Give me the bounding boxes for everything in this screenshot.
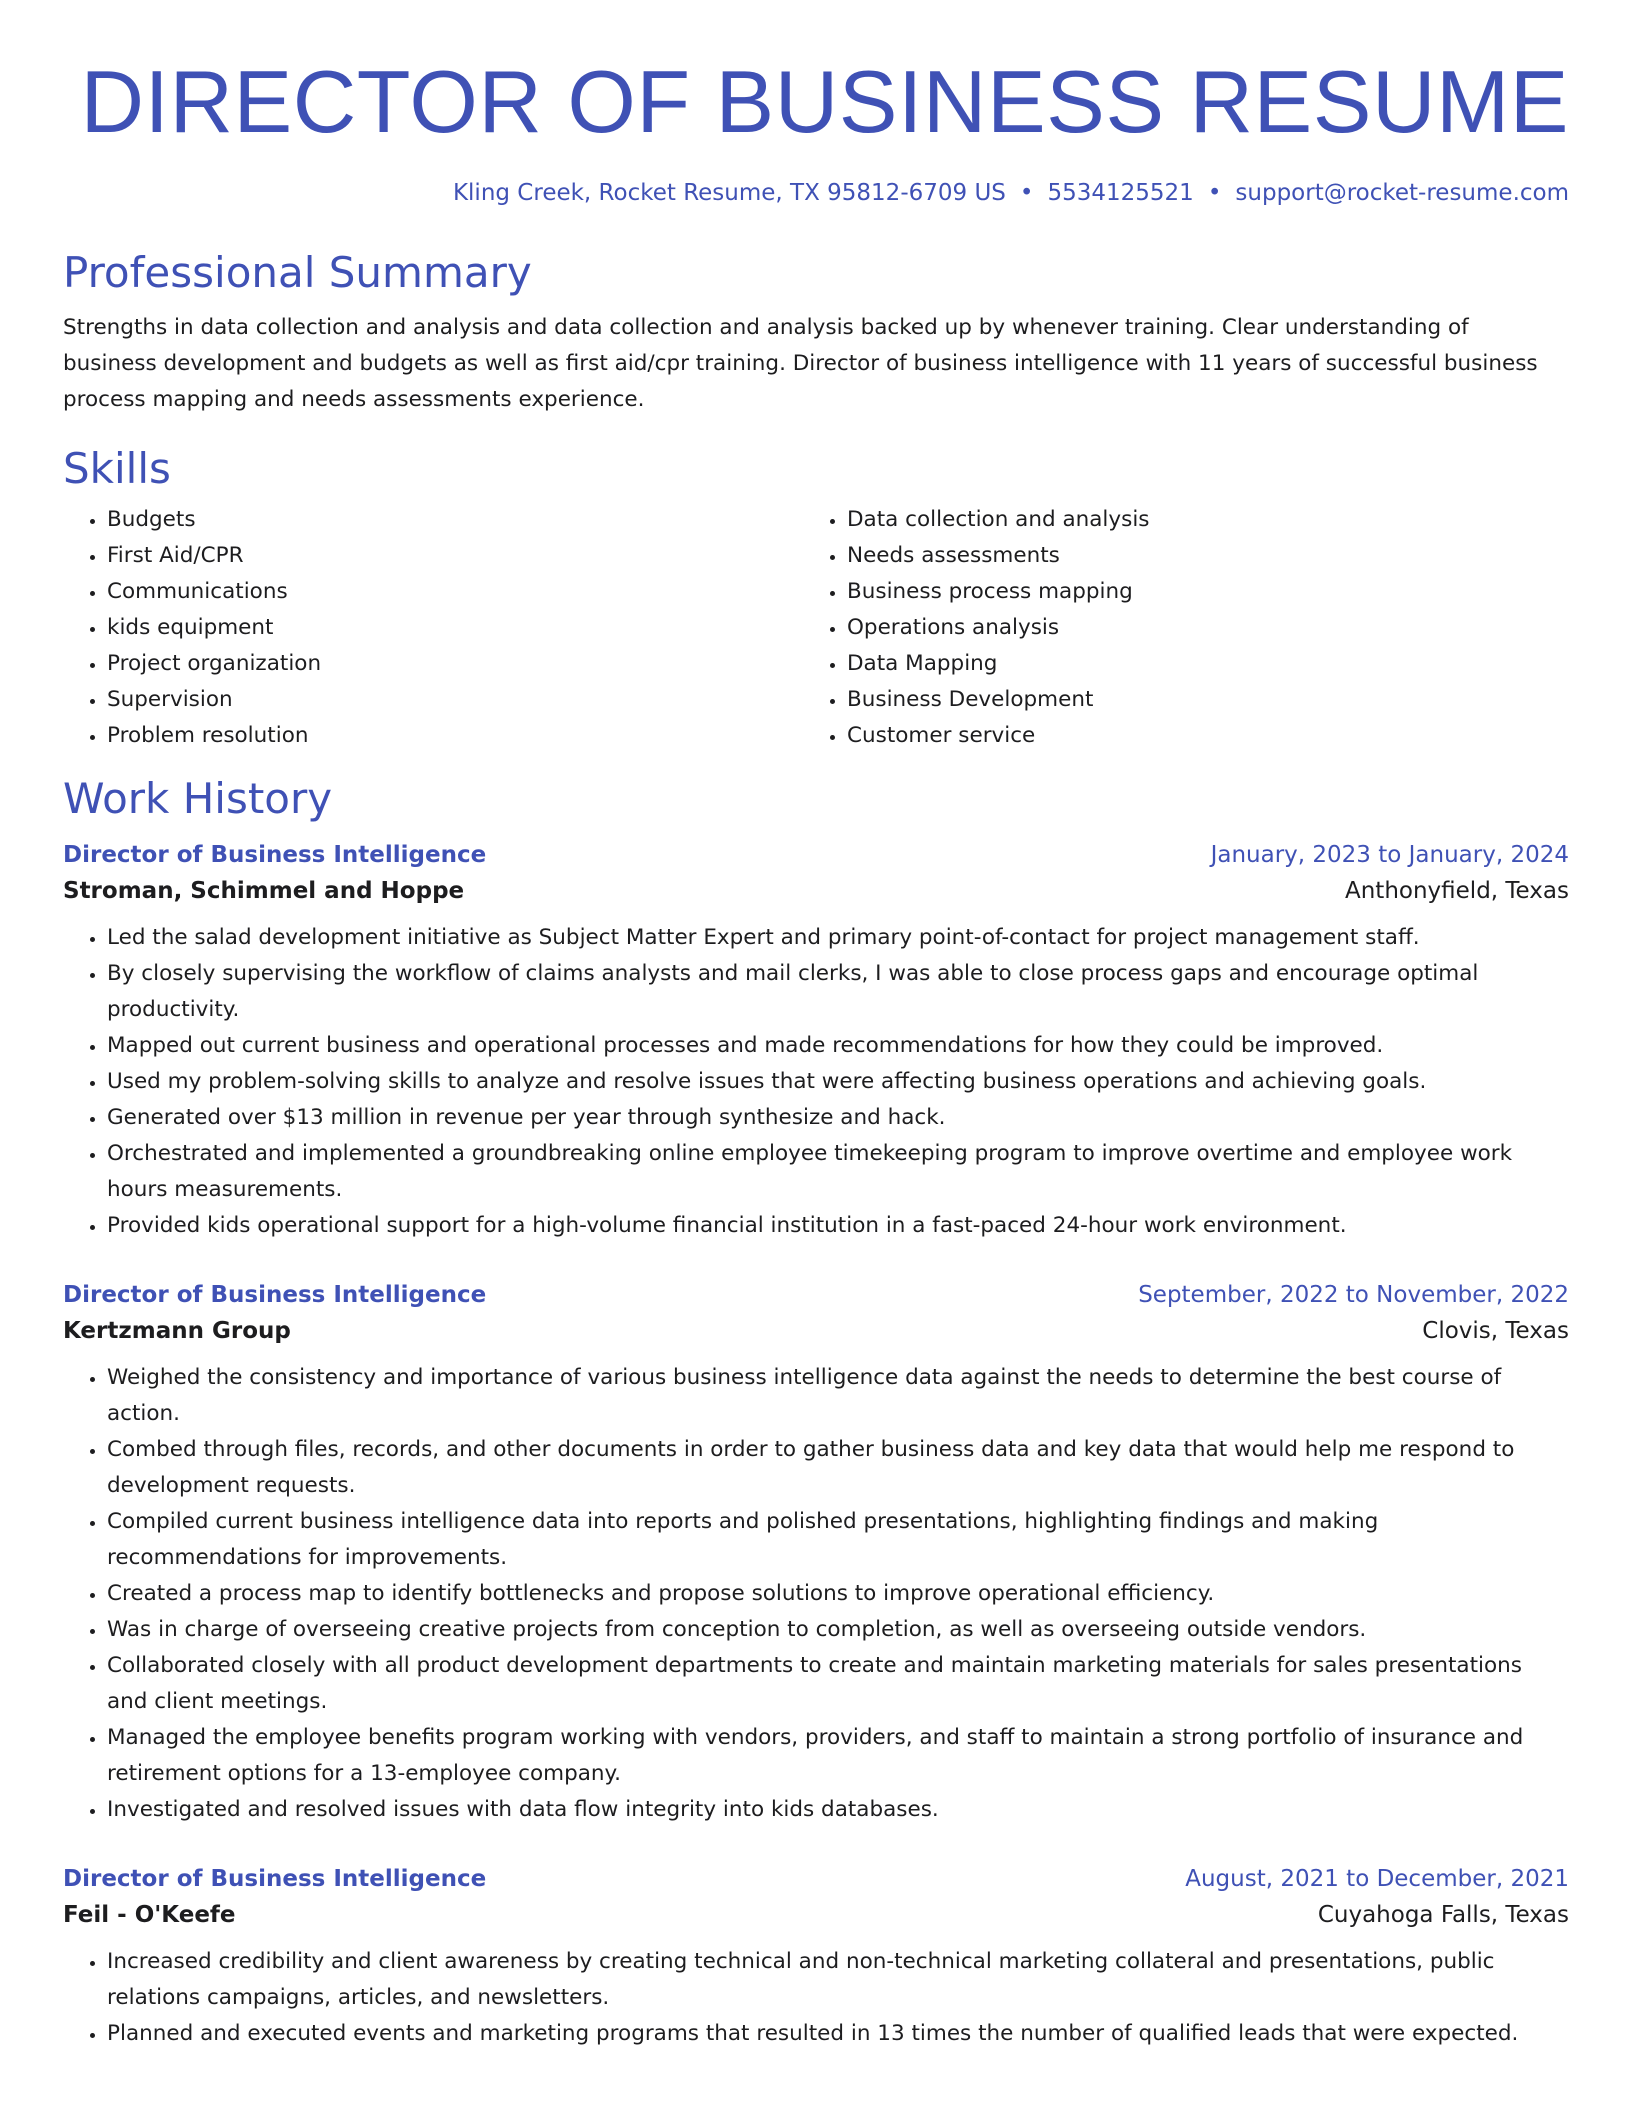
job-entry xyxy=(63,1862,1569,2052)
skill-item: • Operations analysis xyxy=(847,610,1543,646)
job-bullet: • Used my problem-solving skills to analyze and resolve issues that were affecting business operations and achieving goals. xyxy=(107,1064,1569,1100)
job-bullet: • Weighed the consistency and importance of various business intelligence data against the needs to determine the best course of action. xyxy=(107,1360,1569,1432)
job-role: Director of Business Intelligence xyxy=(63,1282,487,1308)
job-entry xyxy=(63,838,1569,1244)
skill-item: • Budgets xyxy=(107,502,803,538)
contact-email[interactable]: support@rocket-resume.com xyxy=(1235,180,1569,206)
job-bullets xyxy=(63,1944,1569,2052)
skills-heading: Skills xyxy=(63,444,171,493)
job-bullet: • Was in charge of overseeing creative projects from conception to completion, as well as overseeing outside vendors. xyxy=(107,1612,1569,1648)
skills-list xyxy=(63,502,1569,754)
job-location: Cuyahoga Falls, Texas xyxy=(1317,1902,1569,1928)
skill-item: • Data collection and analysis xyxy=(847,502,1543,538)
skill-item: • Communications xyxy=(107,574,803,610)
job-dates: August, 2021 to December, 2021 xyxy=(1185,1866,1569,1892)
summary-text: Strengths in data collection and analysis and data collection and analysis backed up by whenever training. Clear understanding of business development and budgets as well as first aid/cpr training. Director of business intelligence with 11 years of successful business process mapping and needs assessments experience. xyxy=(63,315,1538,412)
skill-item: • Business Development xyxy=(847,682,1543,718)
job-bullets xyxy=(63,1360,1569,1828)
job-dates: September, 2022 to November, 2022 xyxy=(1138,1282,1569,1308)
resume-name: DIRECTOR OF BUSINESS RESUME xyxy=(80,52,1569,151)
skills-column-right xyxy=(803,502,1543,754)
job-bullet: • Orchestrated and implemented a groundbreaking online employee timekeeping program to improve overtime and employee work hours measurements. xyxy=(107,1136,1569,1208)
job-bullet: • Compiled current business intelligence data into reports and polished presentations, highlighting findings and making recommendations for improvements. xyxy=(107,1504,1569,1576)
skill-item: • Needs assessments xyxy=(847,538,1543,574)
skill-item: • Project organization xyxy=(107,646,803,682)
job-role: Director of Business Intelligence xyxy=(63,842,487,868)
job-bullet: • Created a process map to identify bottlenecks and propose solutions to improve operational efficiency. xyxy=(107,1576,1569,1612)
job-role: Director of Business Intelligence xyxy=(63,1866,487,1892)
job-bullet: • Mapped out current business and operational processes and made recommendations for how they could be improved. xyxy=(107,1028,1569,1064)
work-history-heading: Work History xyxy=(63,774,333,823)
job-company: Kertzmann Group xyxy=(63,1318,291,1344)
skill-item: • Data Mapping xyxy=(847,646,1543,682)
summary-heading: Professional Summary xyxy=(63,248,532,297)
job-bullet: • Combed through files, records, and other documents in order to gather business data and key data that would help me respond to development requests. xyxy=(107,1432,1569,1504)
contact-separator: • xyxy=(1019,180,1034,206)
contact-phone[interactable]: 5534125521 xyxy=(1047,180,1194,206)
job-company: Stroman, Schimmel and Hoppe xyxy=(63,878,465,904)
job-location: Clovis, Texas xyxy=(1422,1318,1569,1344)
job-bullet: • Collaborated closely with all product development departments to create and maintain marketing materials for sales presentations and client meetings. xyxy=(107,1648,1569,1720)
job-bullet: • By closely supervising the workflow of claims analysts and mail clerks, I was able to close process gaps and encourage optimal productivity. xyxy=(107,956,1569,1028)
skill-item: • First Aid/CPR xyxy=(107,538,803,574)
job-bullet: • Planned and executed events and marketing programs that resulted in 13 times the number of qualified leads that were expected. xyxy=(107,2016,1569,2052)
job-bullet: • Provided kids operational support for a high-volume financial institution in a fast-paced 24-hour work environment. xyxy=(107,1208,1569,1244)
job-bullet: • Led the salad development initiative as Subject Matter Expert and primary point-of-contact for project management staff. xyxy=(107,920,1569,956)
skill-item: • kids equipment xyxy=(107,610,803,646)
skill-item: • Business process mapping xyxy=(847,574,1543,610)
job-dates: January, 2023 to January, 2024 xyxy=(1210,842,1569,868)
job-bullet: • Managed the employee benefits program working with vendors, providers, and staff to maintain a strong portfolio of insurance and retirement options for a 13-employee company. xyxy=(107,1720,1569,1792)
job-bullet: • Investigated and resolved issues with data flow integrity into kids databases. xyxy=(107,1792,1569,1828)
skill-item: • Customer service xyxy=(847,718,1543,754)
job-entry xyxy=(63,1278,1569,1828)
job-bullet: • Increased credibility and client awareness by creating technical and non-technical marketing collateral and presentations, public relations campaigns, articles, and newsletters. xyxy=(107,1944,1569,2016)
contact-line xyxy=(63,178,1569,208)
skills-column-left xyxy=(63,502,803,754)
skill-item: • Problem resolution xyxy=(107,718,803,754)
contact-separator: • xyxy=(1207,180,1222,206)
job-company: Feil - O'Keefe xyxy=(63,1902,236,1928)
job-location: Anthonyfield, Texas xyxy=(1345,878,1569,904)
resume-header xyxy=(63,0,1569,208)
job-bullets xyxy=(63,920,1569,1244)
job-bullet: • Generated over $13 million in revenue per year through synthesize and hack. xyxy=(107,1100,1569,1136)
contact-address: Kling Creek, Rocket Resume, TX 95812-6709 US xyxy=(452,180,1006,206)
skill-item: • Supervision xyxy=(107,682,803,718)
